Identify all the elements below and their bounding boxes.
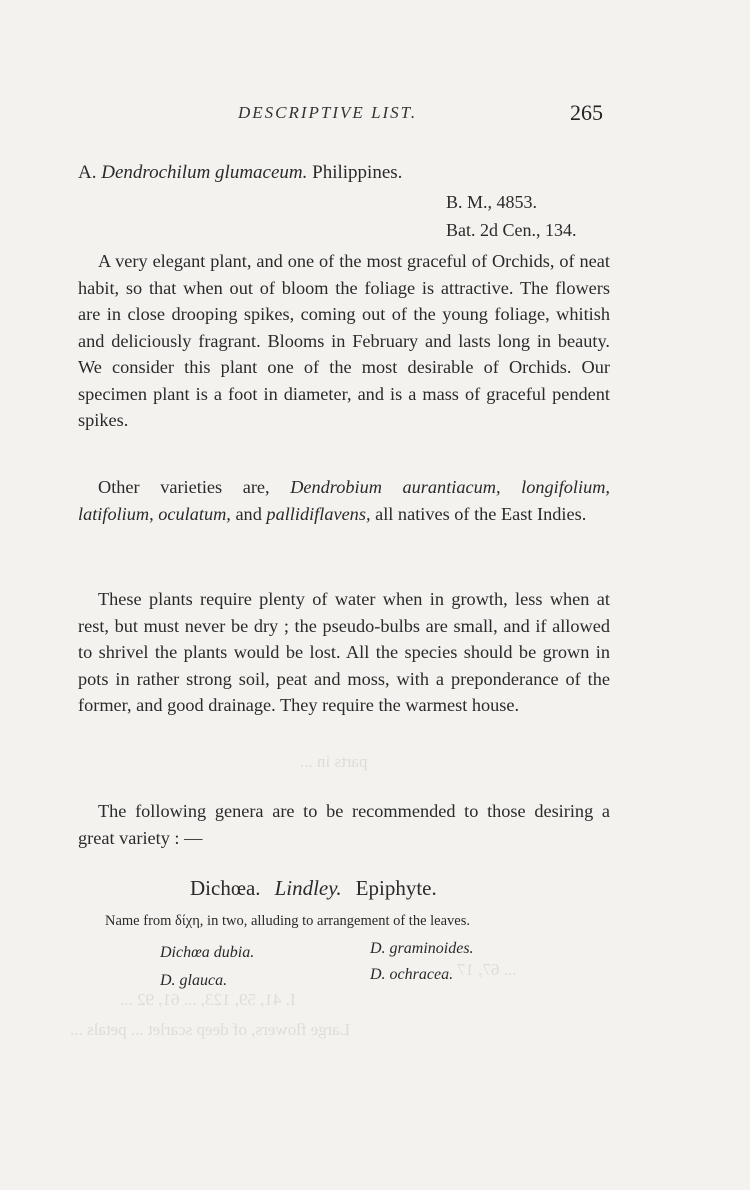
varieties-intro: Other varieties are, bbox=[98, 477, 270, 497]
variety-name: Dendrobium aurantiacum, bbox=[290, 477, 501, 497]
species-name: Dendrochilum glumaceum. bbox=[101, 162, 308, 183]
variety-name: longifolium, bbox=[521, 477, 610, 497]
bleed-through-text: ... 67, 17 ... bbox=[440, 960, 517, 979]
species-item: D. graminoides. bbox=[370, 940, 474, 957]
description-paragraph: A very elegant plant, and one of the most graceful of Orchids, of neat habit, so that when out of bloom the foliage is attractive. The flowers are in close drooping spikes, coming out of the young foliage, whitish and deliciously fragrant. Blooms in February and lasts long in beauty. We consider this plant one of the most desirable of Orchids. Our specimen plant is a foot in diameter, and is a mass of graceful pendent spikes. bbox=[78, 251, 610, 430]
variety-name: oculatum, bbox=[158, 503, 231, 524]
entry-prefix: A. bbox=[78, 162, 97, 183]
page-number: 265 bbox=[570, 100, 603, 125]
variety-name: latifolium, bbox=[78, 503, 154, 524]
genus-habit: Epiphyte. bbox=[355, 876, 437, 900]
species-item: D. glauca. bbox=[160, 972, 228, 989]
bleed-through-text: parts in ... bbox=[300, 752, 368, 771]
bleed-through-text: Large flowers, of deep scarlet ... petals ... bbox=[70, 1020, 351, 1039]
reference-bat: Bat. 2d Cen., 134. bbox=[446, 220, 577, 240]
species-item: D. ochracea. bbox=[370, 966, 454, 983]
species-entry-heading bbox=[78, 162, 402, 184]
running-header: DESCRIPTIVE LIST. bbox=[238, 103, 418, 122]
reference-bm: B. M., 4853. bbox=[446, 192, 538, 212]
varieties-and: and bbox=[235, 503, 262, 524]
varieties-paragraph bbox=[78, 474, 610, 527]
species-item: Dichœa dubia. bbox=[160, 944, 255, 961]
recommend-paragraph: The following genera are to be recommended to those desiring a great variety : — bbox=[78, 801, 610, 848]
bleed-through-text: I. 41, 59, 123, ... 61, 92 ... bbox=[120, 990, 296, 1009]
genus-author: Lindley. bbox=[274, 876, 342, 900]
variety-name: pallidiflavens, bbox=[266, 503, 371, 524]
genus-heading bbox=[190, 876, 437, 901]
varieties-end: all natives of the East Indies. bbox=[375, 503, 587, 524]
genus-name: Dichœa. bbox=[190, 876, 261, 900]
genus-etymology: Name from δίχη, in two, alluding to arrangement of the leaves. bbox=[105, 913, 470, 929]
culture-paragraph: These plants require plenty of water when in growth, less when at rest, but must never be dry ; the pseudo-bulbs are small, and if allowed to shrivel the plants would be lost. All the species should be grown in pots in rather strong soil, peat and moss, with a preponderance of the former, and good drainage. They require the warmest house. bbox=[78, 589, 610, 715]
species-location: Philippines. bbox=[312, 162, 403, 183]
